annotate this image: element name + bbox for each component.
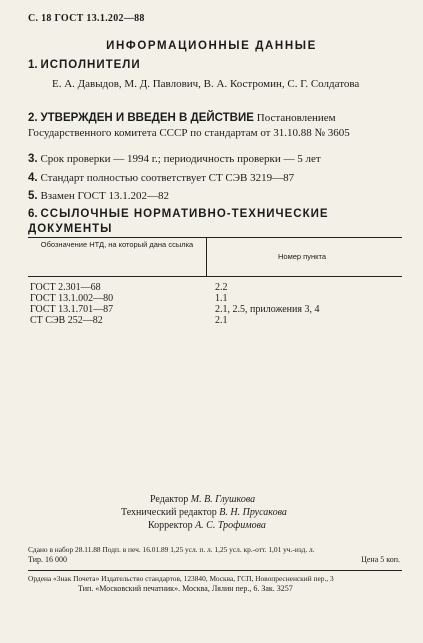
corrector-name: А. С. Трофимова <box>195 520 266 531</box>
section-6 <box>28 207 400 237</box>
table-top-rule <box>28 237 402 238</box>
imprint-rule <box>28 570 402 571</box>
corrector-line <box>148 519 266 532</box>
section-text: Взамен ГОСТ 13.1.202—82 <box>40 190 169 202</box>
section-1-authors: Е. А. Давыдов, М. Д. Павлович, В. А. Костромин, С. Г. Солдатова <box>52 78 360 90</box>
table-row-doc: ГОСТ 13.1.701—87 <box>30 304 114 315</box>
page-title: ИНФОРМАЦИОННЫЕ ДАННЫЕ <box>106 40 317 52</box>
section-number: 3. <box>28 153 38 165</box>
table-header-document: Обозначение НТД, на который дана ссылка <box>40 240 194 249</box>
section-3 <box>28 152 400 167</box>
table-row-doc: ГОСТ 2.301—68 <box>30 282 101 293</box>
section-2 <box>28 111 400 141</box>
imprint-line-4: Тип. «Московский печатник». Москва, Лялин пер., 6. Зак. 3257 <box>78 584 293 593</box>
section-4 <box>28 171 400 186</box>
table-column-divider <box>206 237 207 277</box>
imprint-line-1: Сдано в набор 28.11.88 Подп. в печ. 16.01.89 1,25 усл. п. л. 1,25 усл. кр.-отт. 1,01 уч.-изд. л. <box>28 545 315 554</box>
section-number: 5. <box>28 190 38 202</box>
table-row-doc: СТ СЭВ 252—82 <box>30 315 103 326</box>
imprint-line-2 <box>28 555 400 565</box>
section-1 <box>28 58 400 73</box>
imprint-price: Цена 5 коп. <box>361 555 400 564</box>
table-header-clause: Номер пункта <box>277 252 326 261</box>
tech-editor-line <box>121 506 287 519</box>
section-heading: ССЫЛОЧНЫЕ НОРМАТИВНО-ТЕХНИЧЕСКИЕ ДОКУМЕНТЫ <box>28 208 329 235</box>
section-number: 6. <box>28 208 38 220</box>
section-heading: УТВЕРЖДЕН И ВВЕДЕН В ДЕЙСТВИЕ <box>40 112 254 124</box>
section-number: 1. <box>28 59 38 71</box>
table-row-clause: 1.1 <box>215 293 228 304</box>
page-header: С. 18 ГОСТ 13.1.202—88 <box>28 13 145 24</box>
tech-editor-label: Технический редактор <box>121 507 217 518</box>
imprint-line-3: Ордена «Знак Почета» Издательство стандартов, 123840, Москва, ГСП, Новопресненский пер., 3 <box>28 574 334 583</box>
section-number: 2. <box>28 112 38 124</box>
table-row-doc: ГОСТ 13.1.002—80 <box>30 293 114 304</box>
section-text: Постановлением Государственного комитета СССР по стандартам от 31.10.88 № 3605 <box>28 112 350 139</box>
table-header-rule <box>28 276 402 277</box>
table-row-clause: 2.2 <box>215 282 228 293</box>
section-number: 4. <box>28 172 38 184</box>
tech-editor-name: В. Н. Прусакова <box>219 507 287 518</box>
table-row-clause: 2.1, 2.5, приложения 3, 4 <box>215 304 320 315</box>
section-heading: ИСПОЛНИТЕЛИ <box>40 59 141 71</box>
section-text: Срок проверки — 1994 г.; периодичность проверки — 5 лет <box>40 153 321 165</box>
editor-name: М. В. Глушкова <box>190 494 256 505</box>
editor-label: Редактор <box>150 494 189 505</box>
editor-line <box>150 493 255 506</box>
imprint-print-run: Тир. 16 000 <box>28 555 67 564</box>
section-5 <box>28 189 400 204</box>
table-row-clause: 2.1 <box>215 315 228 326</box>
section-text: Стандарт полностью соответствует СТ СЭВ 3219—87 <box>40 172 295 184</box>
corrector-label: Корректор <box>148 520 193 531</box>
